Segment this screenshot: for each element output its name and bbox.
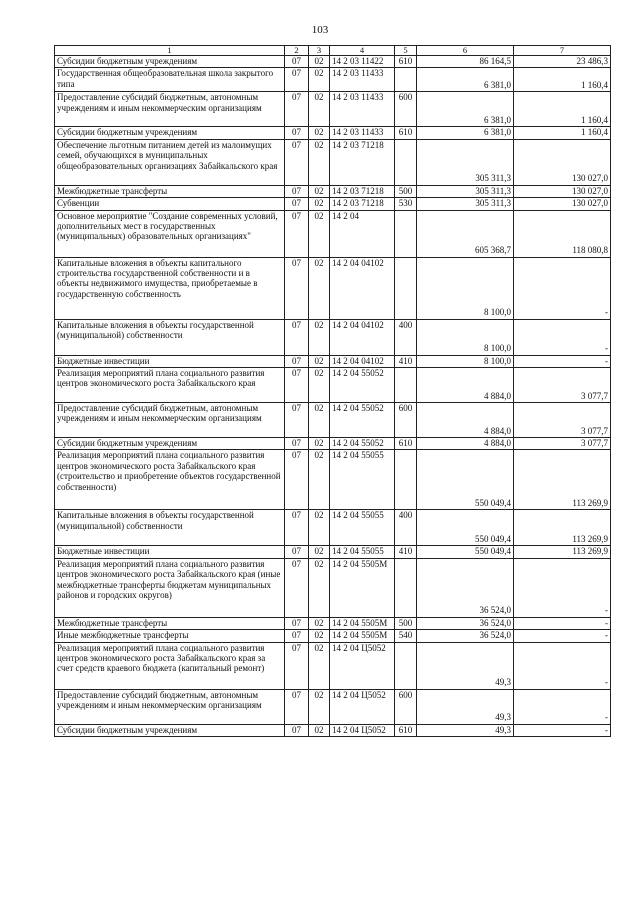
row-name-cell: Бюджетные инвестиции [55,546,285,558]
column-header: 2 [285,46,309,56]
amount-cell-7: - [514,689,611,724]
target-article-cell: 14 2 03 11433 [330,92,395,127]
section-code-cell: 07 [285,355,309,367]
subsection-code-cell: 02 [309,546,330,558]
page-number: 103 [311,24,329,36]
subsection-code-cell: 02 [309,689,330,724]
target-article-cell: 14 2 04 55055 [330,450,395,510]
target-article-cell: 14 2 04 55055 [330,546,395,558]
target-article-cell: 14 2 03 71218 [330,198,395,210]
amount-cell-7: 3 077,7 [514,403,611,438]
row-name-cell: Государственная общеобразовательная школа закрытого типа [55,68,285,92]
row-name-cell: Капитальные вложения в объекты государственной (муниципальной) собственности [55,510,285,546]
column-header: 4 [330,46,395,56]
amount-cell-7: - [514,257,611,319]
amount-cell-7: - [514,642,611,689]
table-row [55,546,611,558]
subsection-code-cell: 02 [309,438,330,450]
section-code-cell: 07 [285,127,309,139]
row-name-cell: Реализация мероприятий плана социального развития центров экономического роста Забайкальского края [55,368,285,403]
section-code-cell: 07 [285,630,309,642]
amount-cell-6: 6 381,0 [417,92,514,127]
section-code-cell: 07 [285,139,309,185]
expense-type-cell: 400 [395,510,417,546]
column-header: 1 [55,46,285,56]
amount-cell-7: 130 027,0 [514,198,611,210]
row-name-cell: Субсидии бюджетным учреждениям [55,724,285,736]
subsection-code-cell: 02 [309,198,330,210]
subsection-code-cell: 02 [309,558,330,617]
section-code-cell: 07 [285,198,309,210]
section-code-cell: 07 [285,319,309,355]
amount-cell-7: 3 077,7 [514,438,611,450]
expense-type-cell: 600 [395,403,417,438]
amount-cell-6: 86 164,5 [417,56,514,68]
budget-table [54,45,611,737]
subsection-code-cell: 02 [309,630,330,642]
amount-cell-7: - [514,355,611,367]
amount-cell-7: 113 269,9 [514,510,611,546]
table-row [55,689,611,724]
amount-cell-6: 6 381,0 [417,127,514,139]
section-code-cell: 07 [285,546,309,558]
table-row [55,92,611,127]
section-code-cell: 07 [285,68,309,92]
expense-type-cell [395,558,417,617]
row-name-cell: Субсидии бюджетным учреждениям [55,127,285,139]
table-row [55,403,611,438]
table-row [55,68,611,92]
subsection-code-cell: 02 [309,510,330,546]
section-code-cell: 07 [285,185,309,197]
subsection-code-cell: 02 [309,127,330,139]
expense-type-cell [395,68,417,92]
section-code-cell: 07 [285,724,309,736]
target-article-cell: 14 2 04 04102 [330,319,395,355]
amount-cell-7: 3 077,7 [514,368,611,403]
expense-type-cell: 610 [395,56,417,68]
row-name-cell: Предоставление субсидий бюджетным, автономным учреждениям и иным некоммерческим организациям [55,403,285,438]
target-article-cell: 14 2 04 55052 [330,403,395,438]
target-article-cell: 14 2 03 71218 [330,185,395,197]
amount-cell-6: 49,3 [417,689,514,724]
amount-cell-7: - [514,630,611,642]
table-row [55,450,611,510]
section-code-cell: 07 [285,257,309,319]
table-row [55,257,611,319]
amount-cell-7: - [514,319,611,355]
target-article-cell: 14 2 04 55052 [330,368,395,403]
expense-type-cell: 400 [395,319,417,355]
target-article-cell: 14 2 04 [330,210,395,257]
expense-type-cell [395,368,417,403]
subsection-code-cell: 02 [309,139,330,185]
subsection-code-cell: 02 [309,257,330,319]
target-article-cell: 14 2 03 11433 [330,68,395,92]
table-row [55,56,611,68]
row-name-cell: Межбюджетные трансферты [55,185,285,197]
target-article-cell: 14 2 04 55055 [330,510,395,546]
target-article-cell: 14 2 04 Ц5052 [330,642,395,689]
subsection-code-cell: 02 [309,642,330,689]
amount-cell-6: 49,3 [417,724,514,736]
target-article-cell: 14 2 03 71218 [330,139,395,185]
row-name-cell: Обеспечение льготным питанием детей из малоимущих семей, обучающихся в муниципальных общеобразовательных организациях Забайкальского края [55,139,285,185]
expense-type-cell [395,210,417,257]
table-row [55,185,611,197]
subsection-code-cell: 02 [309,56,330,68]
table-row [55,510,611,546]
expense-type-cell [395,450,417,510]
table-row [55,558,611,617]
row-name-cell: Бюджетные инвестиции [55,355,285,367]
subsection-code-cell: 02 [309,403,330,438]
amount-cell-6: 49,3 [417,642,514,689]
section-code-cell: 07 [285,642,309,689]
amount-cell-6: 550 049,4 [417,450,514,510]
row-name-cell: Реализация мероприятий плана социального развития центров экономического роста Забайкальского края (строительство и приобретение объектов государственной собственности) [55,450,285,510]
table-row [55,139,611,185]
subsection-code-cell: 02 [309,92,330,127]
amount-cell-6: 8 100,0 [417,257,514,319]
row-name-cell: Субсидии бюджетным учреждениям [55,56,285,68]
amount-cell-7: - [514,724,611,736]
column-header: 5 [395,46,417,56]
column-header: 6 [417,46,514,56]
subsection-code-cell: 02 [309,368,330,403]
table-row [55,630,611,642]
amount-cell-7: 113 269,9 [514,546,611,558]
subsection-code-cell: 02 [309,450,330,510]
section-code-cell: 07 [285,689,309,724]
amount-cell-6: 305 311,3 [417,185,514,197]
target-article-cell: 14 2 04 55052 [330,438,395,450]
section-code-cell: 07 [285,558,309,617]
expense-type-cell: 600 [395,92,417,127]
section-code-cell: 07 [285,438,309,450]
expense-type-cell: 610 [395,127,417,139]
target-article-cell: 14 2 03 11433 [330,127,395,139]
expense-type-cell: 610 [395,438,417,450]
expense-type-cell [395,642,417,689]
target-article-cell: 14 2 03 11422 [330,56,395,68]
target-article-cell: 14 2 04 Ц5052 [330,724,395,736]
amount-cell-6: 8 100,0 [417,319,514,355]
target-article-cell: 14 2 04 5505М [330,558,395,617]
expense-type-cell: 410 [395,546,417,558]
amount-cell-7: 130 027,0 [514,139,611,185]
amount-cell-6: 4 884,0 [417,368,514,403]
amount-cell-6: 36 524,0 [417,630,514,642]
section-code-cell: 07 [285,617,309,629]
section-code-cell: 07 [285,92,309,127]
table-row [55,617,611,629]
amount-cell-6: 550 049,4 [417,546,514,558]
expense-type-cell: 410 [395,355,417,367]
column-header: 3 [309,46,330,56]
amount-cell-6: 4 884,0 [417,403,514,438]
section-code-cell: 07 [285,368,309,403]
table-row [55,198,611,210]
row-name-cell: Реализация мероприятий плана социального развития центров экономического роста Забайкальского края (иные межбюджетные трансферты бюджетам муниципальных районов и городских округов) [55,558,285,617]
amount-cell-7: - [514,617,611,629]
target-article-cell: 14 2 04 5505М [330,617,395,629]
subsection-code-cell: 02 [309,724,330,736]
amount-cell-6: 8 100,0 [417,355,514,367]
amount-cell-6: 305 311,3 [417,139,514,185]
column-header: 7 [514,46,611,56]
row-name-cell: Капитальные вложения в объекты государственной (муниципальной) собственности [55,319,285,355]
amount-cell-6: 305 311,3 [417,198,514,210]
table-row [55,724,611,736]
row-name-cell: Основное мероприятие "Создание современных условий, дополнительных мест в государственных (муниципальных) образовательных организациях" [55,210,285,257]
amount-cell-6: 605 368,7 [417,210,514,257]
amount-cell-6: 6 381,0 [417,68,514,92]
table-header-row [55,46,611,56]
amount-cell-6: 36 524,0 [417,617,514,629]
target-article-cell: 14 2 04 04102 [330,257,395,319]
table-row [55,368,611,403]
amount-cell-7: 130 027,0 [514,185,611,197]
subsection-code-cell: 02 [309,617,330,629]
amount-cell-7: 1 160,4 [514,127,611,139]
row-name-cell: Субвенции [55,198,285,210]
amount-cell-7: 23 486,3 [514,56,611,68]
expense-type-cell [395,257,417,319]
row-name-cell: Капитальные вложения в объекты капитального строительства государственной собственности и в объекты недвижимого имущества, приобретаемые в государственную собственность [55,257,285,319]
section-code-cell: 07 [285,210,309,257]
amount-cell-6: 4 884,0 [417,438,514,450]
section-code-cell: 07 [285,56,309,68]
expense-type-cell [395,139,417,185]
section-code-cell: 07 [285,450,309,510]
table-row [55,355,611,367]
target-article-cell: 14 2 04 5505М [330,630,395,642]
row-name-cell: Субсидии бюджетным учреждениям [55,438,285,450]
target-article-cell: 14 2 04 04102 [330,355,395,367]
row-name-cell: Предоставление субсидий бюджетным, автономным учреждениям и иным некоммерческим организациям [55,92,285,127]
subsection-code-cell: 02 [309,68,330,92]
expense-type-cell: 610 [395,724,417,736]
subsection-code-cell: 02 [309,210,330,257]
expense-type-cell: 530 [395,198,417,210]
amount-cell-7: 118 080,8 [514,210,611,257]
expense-type-cell: 500 [395,185,417,197]
table-row [55,210,611,257]
section-code-cell: 07 [285,403,309,438]
target-article-cell: 14 2 04 Ц5052 [330,689,395,724]
expense-type-cell: 500 [395,617,417,629]
expense-type-cell: 540 [395,630,417,642]
amount-cell-6: 36 524,0 [417,558,514,617]
table-row [55,642,611,689]
row-name-cell: Предоставление субсидий бюджетным, автономным учреждениям и иным некоммерческим организациям [55,689,285,724]
row-name-cell: Межбюджетные трансферты [55,617,285,629]
amount-cell-6: 550 049,4 [417,510,514,546]
amount-cell-7: 1 160,4 [514,92,611,127]
row-name-cell: Реализация мероприятий плана социального развития центров экономического роста Забайкальского края за счет средств краевого бюджета (капитальный ремонт) [55,642,285,689]
amount-cell-7: - [514,558,611,617]
subsection-code-cell: 02 [309,319,330,355]
table-row [55,127,611,139]
subsection-code-cell: 02 [309,355,330,367]
table-row [55,438,611,450]
section-code-cell: 07 [285,510,309,546]
amount-cell-7: 113 269,9 [514,450,611,510]
subsection-code-cell: 02 [309,185,330,197]
expense-type-cell: 600 [395,689,417,724]
amount-cell-7: 1 160,4 [514,68,611,92]
table-row [55,319,611,355]
row-name-cell: Иные межбюджетные трансферты [55,630,285,642]
